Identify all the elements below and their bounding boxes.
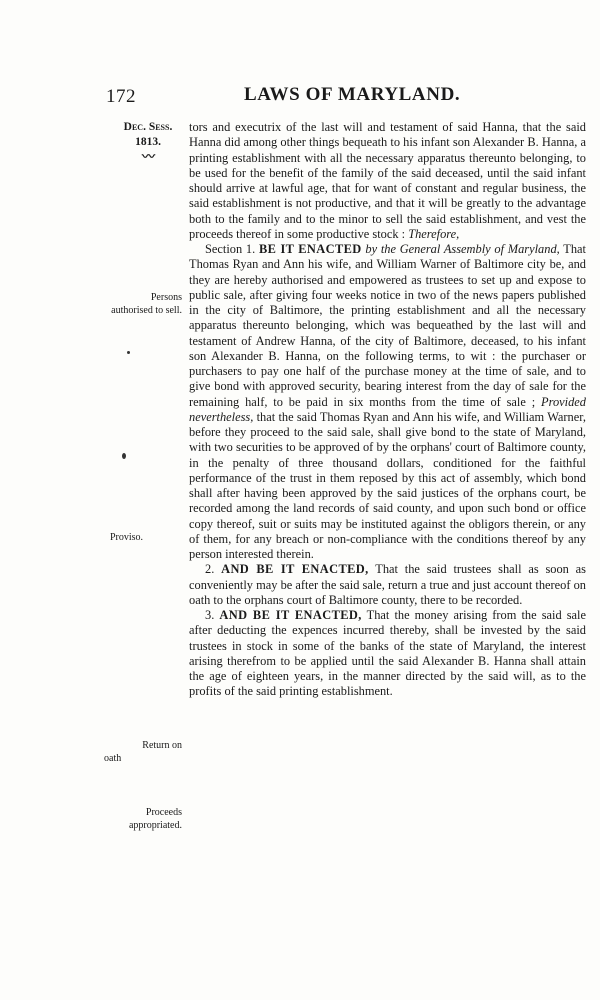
section-3-enacting-words: AND BE IT ENACTED, (219, 608, 362, 622)
section-1-text: That Thomas Ryan and Ann his wife, and William Warner of Baltimore city be, and they are hereby authorised and empowered as trustees to set up and expose to public sale, after giving four weeks notice in two of the news papers published in the city of Baltimore, the printing establishment and all the necessary apparatus thereunto belonging, which was bequeathed by the last will and testament of Andrew Hanna, of the city of Baltimore, deceased, to his infant son Alexander B. Hanna, on the following terms, to wit : the purchaser or purchasers to pay one half of the purchase money at the time of sale, and to give bond with approved security, bearing interest from the day of sale for the remaining half, to be paid in six months from the time of sale ; (189, 242, 586, 409)
session-note (110, 120, 186, 162)
section-2-enacting-words: AND BE IT ENACTED, (221, 562, 369, 577)
ink-speck-icon (122, 453, 126, 459)
proviso-text: that the said Thomas Ryan and Ann his wife, and William Warner, before they proceed to the said sale, shall give bond to the state of Maryland, with two securities to be approved of by the orphans' court of Baltimore county, in the penalty of three thousand dollars, conditioned for the faithful performance of the trust in them reposed by this act of assembly, which bond shall after having been approved by the said justices of the orphans court, be recorded among the land records of said county, and upon such bond or office copy thereof, suit or suits may be instituted against the obligors therein, or any of them, for any breach or non-compliance with the conditions thereof by any person interested therein. (189, 409, 586, 561)
running-head: LAWS OF MARYLAND. (244, 84, 461, 105)
preamble-text: tors and executrix of the last will and testament of said Hanna, that the said Hanna did among other things bequeath to his infant son Alexander B. Hanna, a printing establishment with all the necessary apparatus thereunto belonging, to be used for the benefit of the family of the said deceased, until the said infant should arrive at lawful age, that for want of constant and regular business, the said establishment is not productive, and that it will be greatly to the advantage both to the family and to the minor to sell the said establishment, and vest the proceeds thereof in some productive stock : (189, 120, 586, 241)
margin-note-oath-line2: oath (104, 753, 122, 764)
section-1-enacting-words: BE IT ENACTED (258, 242, 362, 256)
margin-note-proceeds: Proceeds appropriated. (128, 807, 182, 831)
preamble-paragraph (189, 120, 586, 242)
section-3-paragraph (189, 608, 586, 700)
session-year: 1813. (135, 136, 161, 148)
ornament-icon: 〰 (141, 149, 154, 164)
section-1-paragraph (189, 242, 586, 562)
section-2-text: That the said trustees shall as soon as conveniently may be after the said sale, return a true and just account thereof on oath to the orphans court of Baltimore county, there to be recorded. (189, 562, 586, 607)
section-3-text: That the money arising from the said sale after deducting the expences incurred thereby, shall be invested by the said trustees in stock in some of the banks of the state of Maryland, the interest arising therefrom to be applied until the said Alexander B. Hanna shall attain the age of eighteen years, in the manner directed by the said will, as to the profits of the said printing establishment. (189, 608, 587, 699)
preamble-therefore: Therefore, (408, 226, 460, 241)
section-1-label: Section 1. (205, 242, 256, 256)
section-2-paragraph (189, 562, 586, 608)
margin-note-oath-line1: Return on (142, 740, 182, 751)
margin-note-oath (104, 739, 182, 765)
section-1-authority: by the General Assembly of Maryland, (365, 242, 560, 256)
page-number: 172 (106, 86, 136, 107)
margin-note-proviso: Proviso. (110, 532, 144, 543)
proviso-words: Provided nevertheless, (189, 394, 586, 424)
ink-speck-icon (127, 351, 130, 354)
section-2-number: 2. (205, 562, 215, 577)
body-text (189, 120, 586, 700)
session-label: Dec. Sess. (123, 121, 173, 133)
margin-note-sell: Persons authorised to sell. (111, 292, 182, 316)
section-3-number: 3. (205, 608, 215, 622)
